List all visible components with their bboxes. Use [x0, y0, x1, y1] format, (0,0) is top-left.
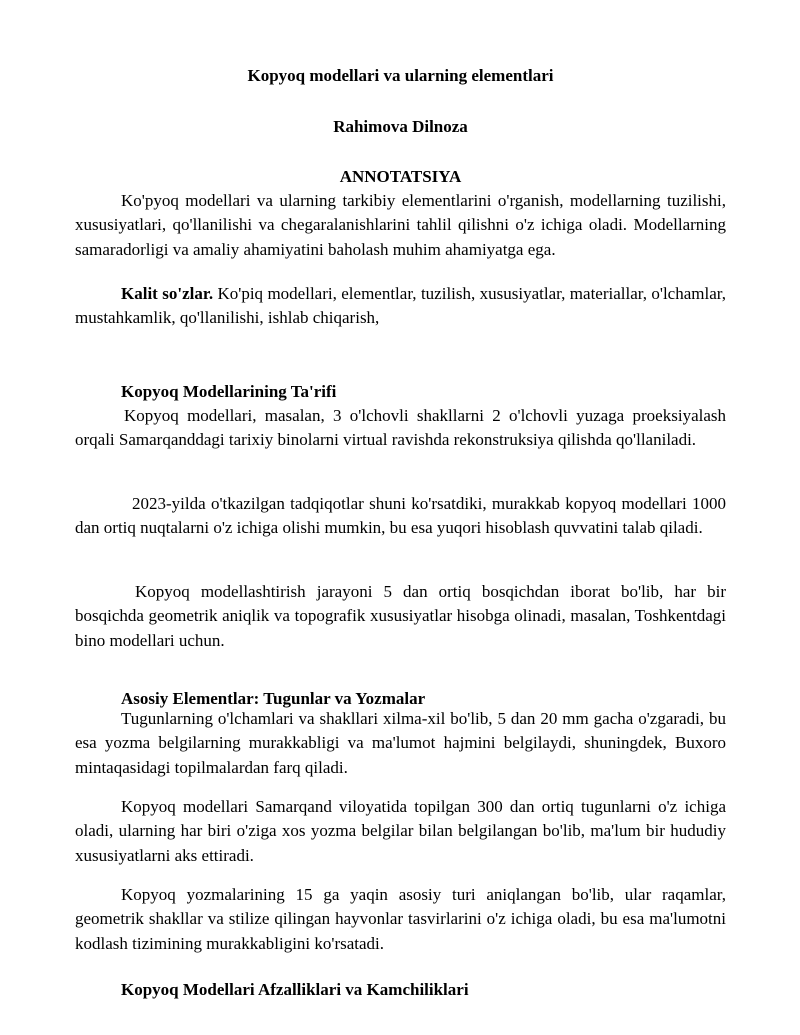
keywords-label: Kalit so'zlar.	[121, 284, 214, 303]
section-1-paragraph-3: Kopyoq modellashtirish jarayoni 5 dan ortiq bosqichdan iborat bo'lib, har bir bosqichda geometrik aniqlik va topografik xususiyatlar hisobga olinadi, masalan, Toshkentdagi bino modellari uchun.	[75, 582, 726, 650]
document-title: Kopyoq modellari va ularning elementlari	[247, 66, 554, 85]
section-1-paragraph-2: 2023-yilda o'tkazilgan tadqiqotlar shuni ko'rsatdiki, murakkab kopyoq modellari 1000 dan ortiq nuqtalarni o'z ichiga olishi mumkin, bu esa yuqori hisoblash quvvatini talab qiladi.	[75, 494, 726, 538]
section-2-paragraph-3: Kopyoq yozmalarining 15 ga yaqin asosiy turi aniqlangan bo'lib, ular raqamlar, geometrik shakllar va stilize qilingan hayvonlar tasvirlarini o'z ichiga oladi, bu esa ma'lumotni kodlash tizimining murakkabligini ko'rsatadi.	[75, 885, 726, 953]
keywords-text: Ko'piq modellari, elementlar, tuzilish, xususiyatlar, materiallar, o'lchamlar, mustahkamlik, qo'llanilishi, ishlab chiqarish,	[75, 284, 726, 328]
section-2-paragraph-2: Kopyoq modellari Samarqand viloyatida topilgan 300 dan ortiq tugunlarni o'z ichiga oladi, ularning har biri o'ziga xos yozma belgilar bilan belgilangan bo'lib, ma'lum bir hududiy xususiyatlarni aks ettiradi.	[75, 797, 726, 865]
section-2-paragraph-1: Tugunlarning o'lchamlari va shakllari xilma-xil bo'lib, 5 dan 20 mm gacha o'zgaradi, bu esa yozma belgilarning murakkabligi va ma'lumot hajmini belgilaydi, shuningdek, Buxoro mintaqasidagi topilmalardan farq qiladi.	[75, 709, 726, 777]
section-heading-advantages: Kopyoq Modellari Afzalliklari va Kamchiliklari	[121, 980, 469, 999]
keywords-paragraph	[75, 282, 726, 331]
abstract-paragraph: Ko'pyoq modellari va ularning tarkibiy elementlarini o'rganish, modellarning tuzilishi, xususiyatlari, qo'llanilishi va chegaralanishlarini tahlil qilishni o'z ichiga oladi. Modellarning samaradorligi va amaliy ahamiyatini baholash muhim ahamiyatga ega.	[75, 191, 726, 259]
abstract-heading: ANNOTATSIYA	[339, 167, 462, 186]
author-name: Rahimova Dilnoza	[333, 117, 468, 136]
section-heading-elements: Asosiy Elementlar: Tugunlar va Yozmalar	[121, 689, 426, 708]
section-1-paragraph-1: Kopyoq modellari, masalan, 3 o'lchovli shakllarni 2 o'lchovli yuzaga proeksiyalash orqali Samarqanddagi tarixiy binolarni virtual ravishda rekonstruksiya qilishda qo'llaniladi.	[75, 406, 726, 450]
section-heading-definition: Kopyoq Modellarining Ta'rifi	[121, 382, 337, 401]
